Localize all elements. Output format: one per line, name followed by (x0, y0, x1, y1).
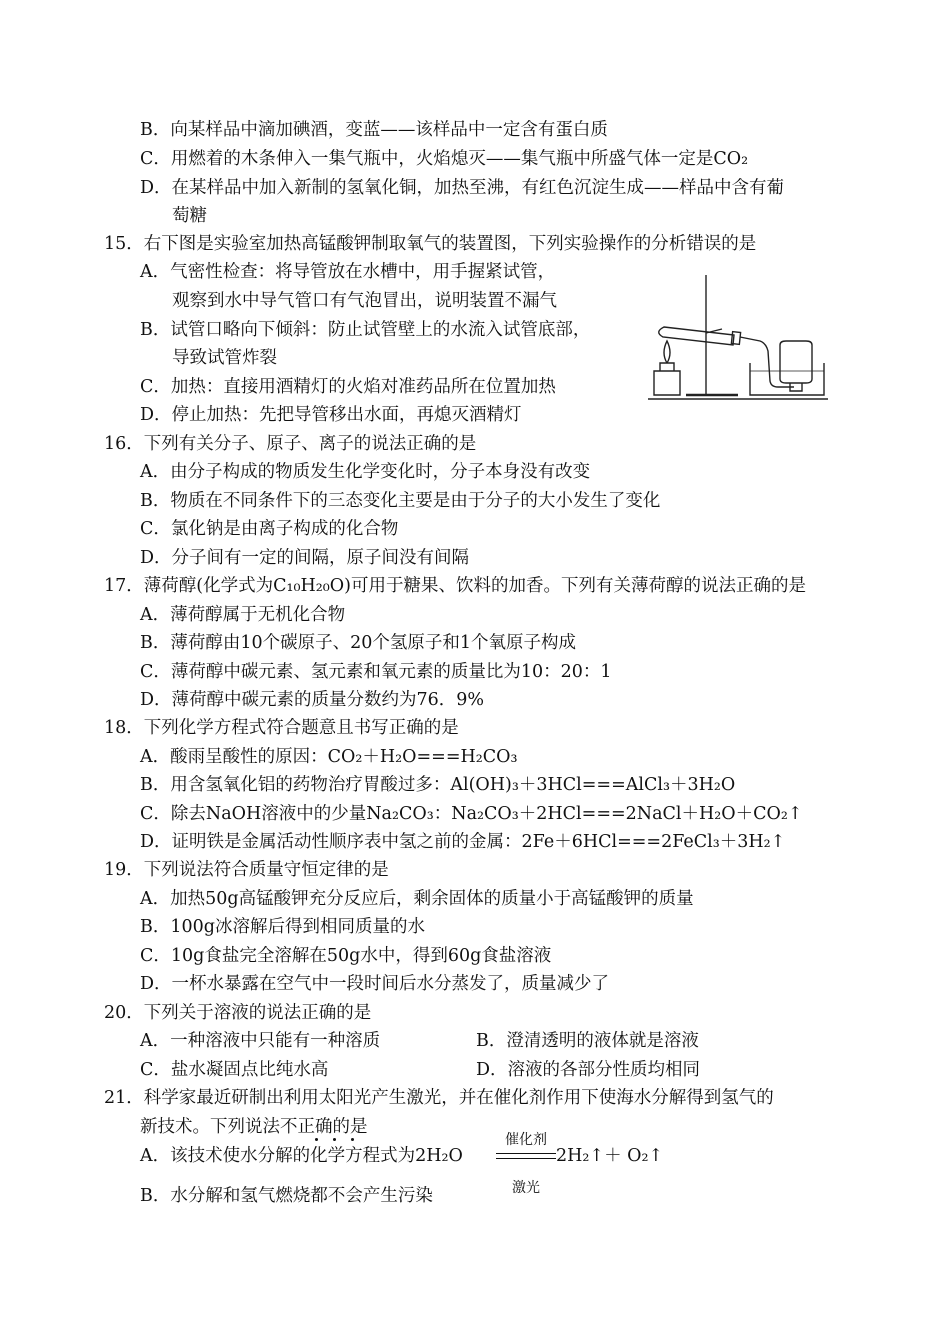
option-16d: D．分子间有一定的间隔，原子间没有间隔 (140, 548, 470, 568)
option-18b: B．用含氢氧化铝的药物治疗胃酸过多：Al(OH)₃＋3HCl===AlCl₃＋3H₂O (140, 775, 736, 795)
option-16c: C．氯化钠是由离子构成的化合物 (140, 519, 399, 539)
question-19: 19．下列说法符合质量守恒定律的是 (104, 860, 389, 880)
option-20a: A．一种溶液中只能有一种溶质 (140, 1031, 381, 1051)
question-17: 17．薄荷醇(化学式为C₁₀H₂₀O)可用于糖果、饮料的加香。下列有关薄荷醇的说法正确的是 (104, 576, 806, 596)
oxygen-apparatus-figure (646, 271, 830, 403)
option-20d: D．溶液的各部分性质均相同 (476, 1060, 701, 1080)
emphasis-dot (333, 1138, 336, 1141)
option-14c: C．用燃着的木条伸入一集气瓶中，火焰熄灭——集气瓶中所盛气体一定是CO₂ (140, 149, 749, 169)
option-21a: A．该技术使水分解的化学方程式为2H₂O (140, 1146, 463, 1166)
question-20: 20．下列关于溶液的说法正确的是 (104, 1003, 372, 1023)
option-14d-cont: 萄糖 (172, 206, 207, 226)
reaction-condition-arrow (496, 1131, 556, 1201)
option-17c: C．薄荷醇中碳元素、氢元素和氧元素的质量比为10：20：1 (140, 662, 612, 682)
option-18a: A．酸雨呈酸性的原因：CO₂＋H₂O===H₂CO₃ (140, 747, 518, 767)
option-19a: A．加热50g高锰酸钾充分反应后，剩余固体的质量小于高锰酸钾的质量 (140, 889, 694, 909)
option-15c: C．加热：直接用酒精灯的火焰对准药品所在位置加热 (140, 377, 556, 397)
emphasis-dot (315, 1138, 318, 1141)
option-16b: B．物质在不同条件下的三态变化主要是由于分子的大小发生了变化 (140, 491, 661, 511)
option-21a-products: 2H₂↑＋ O₂↑ (556, 1146, 664, 1166)
question-21-cont: 新技术。下列说法不正确的是 (140, 1117, 368, 1137)
option-19d: D．一杯水暴露在空气中一段时间后水分蒸发了，质量减少了 (140, 974, 610, 994)
option-17a: A．薄荷醇属于无机化合物 (140, 605, 346, 625)
option-15b: B．试管口略向下倾斜：防止试管壁上的水流入试管底部， (140, 320, 591, 340)
option-19b: B．100g冰溶解后得到相同质量的水 (140, 917, 425, 937)
option-19c: C．10g食盐完全溶解在50g水中，得到60g食盐溶液 (140, 946, 552, 966)
question-18: 18．下列化学方程式符合题意且书写正确的是 (104, 718, 459, 738)
emphasis-dot (351, 1138, 354, 1141)
question-16: 16．下列有关分子、原子、离子的说法正确的是 (104, 434, 477, 454)
option-17d: D．薄荷醇中碳元素的质量分数约为76．9% (140, 690, 485, 710)
option-14d: D．在某样品中加入新制的氢氧化铜，加热至沸，有红色沉淀生成——样品中含有葡 (140, 178, 785, 198)
equals-arrow (496, 1153, 556, 1159)
option-15b-cont: 导致试管炸裂 (172, 348, 277, 368)
question-15: 15．右下图是实验室加热高锰酸钾制取氧气的装置图，下列实验操作的分析错误的是 (104, 234, 757, 254)
option-15a-cont: 观察到水中导气管口有气泡冒出，说明装置不漏气 (172, 291, 557, 311)
option-17b: B．薄荷醇由10个碳原子、20个氢原子和1个氧原子构成 (140, 633, 577, 653)
option-20b: B．澄清透明的液体就是溶液 (476, 1031, 699, 1051)
option-14b: B．向某样品中滴加碘酒，变蓝——该样品中一定含有蛋白质 (140, 120, 608, 140)
option-15a: A．气密性检查：将导管放在水槽中，用手握紧试管， (140, 262, 556, 282)
catalyst-label: 催化剂 (505, 1132, 547, 1148)
option-15d: D．停止加热：先把导管移出水面，再熄灭酒精灯 (140, 405, 522, 425)
option-18d: D．证明铁是金属活动性顺序表中氢之前的金属：2Fe＋6HCl===2FeCl₃＋3H₂↑ (140, 832, 786, 852)
question-21: 21．科学家最近研制出利用太阳光产生激光，并在催化剂作用下使海水分解得到氢气的 (104, 1088, 774, 1108)
option-18c: C．除去NaOH溶液中的少量Na₂CO₃：Na₂CO₃＋2HCl===2NaCl＋H₂O＋CO₂↑ (140, 804, 803, 824)
laser-label: 激光 (512, 1180, 540, 1196)
option-21b: B．水分解和氢气燃烧都不会产生污染 (140, 1186, 433, 1206)
option-16a: A．由分子构成的物质发生化学变化时，分子本身没有改变 (140, 462, 591, 482)
option-20c: C．盐水凝固点比纯水高 (140, 1060, 329, 1080)
